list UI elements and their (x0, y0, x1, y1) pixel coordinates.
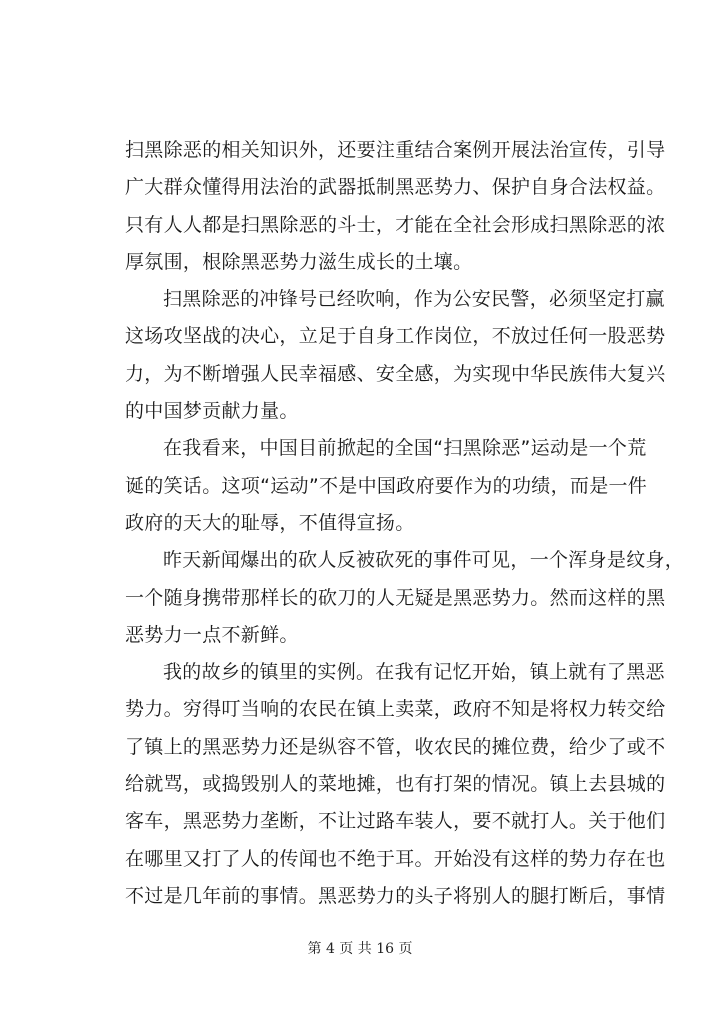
text-line: 昨天新闻爆出的砍人反被砍死的事件可见，一个浑身是纹身， (163, 549, 685, 572)
text-line: 在我看来，中国目前掀起的全国“扫黑除恶”运动是一个荒 (163, 437, 647, 460)
text-line: 这场攻坚战的决心，立足于自身工作岗位，不放过任何一股恶势 (125, 325, 666, 348)
text-line: 扫黑除恶的相关知识外，还要注重结合案例开展法治宣传，引导 (125, 139, 666, 161)
text-line: 扫黑除恶的冲锋号已经吹响，作为公安民警，必须坚定打赢 (163, 288, 665, 311)
text-line: 政府的天大的耻辱，不值得宣扬。 (125, 511, 415, 534)
text-line: 广大群众懂得用法治的武器抵制黑恶势力、保护自身合法权益。 (125, 176, 666, 199)
text-line: 给就骂，或捣毁别人的菜地摊，也有打架的情况。镇上去县城的 (125, 773, 666, 796)
text-line: 力，为不断增强人民幸福感、安全感，为实现中华民族伟大复兴 (125, 362, 666, 385)
text-line: 不过是几年前的事情。黑恶势力的头子将别人的腿打断后，事情 (125, 884, 666, 907)
text-line: 势力。穷得叮当响的农民在镇上卖菜，政府不知是将权力转交给 (125, 698, 666, 721)
body-text (125, 132, 685, 915)
text-line: 在哪里又打了人的传闻也不绝于耳。开始没有这样的势力存在也 (125, 847, 666, 870)
text-line: 了镇上的黑恶势力还是纵容不管，收农民的摊位费，给少了或不 (125, 735, 666, 758)
text-line: 客车，黑恶势力垄断，不让过路车装人，要不就打人。关于他们 (125, 810, 666, 833)
text-line: 只有人人都是扫黑除恶的斗士，才能在全社会形成扫黑除恶的浓 (125, 213, 666, 236)
text-line: 厚氛围，根除黑恶势力滋生成长的土壤。 (125, 250, 473, 273)
text-line: 一个随身携带那样长的砍刀的人无疑是黑恶势力。然而这样的黑 (125, 586, 666, 609)
text-line: 我的故乡的镇里的实例。在我有记忆开始，镇上就有了黑恶 (163, 661, 665, 684)
text-line: 的中国梦贡献力量。 (125, 400, 299, 423)
page-footer: 第 4 页 共 16 页 (307, 941, 413, 957)
text-line: 恶势力一点不新鲜。 (125, 623, 299, 646)
text-line: 诞的笑话。这项“运动”不是中国政府要作为的功绩，而是一件 (125, 474, 648, 497)
